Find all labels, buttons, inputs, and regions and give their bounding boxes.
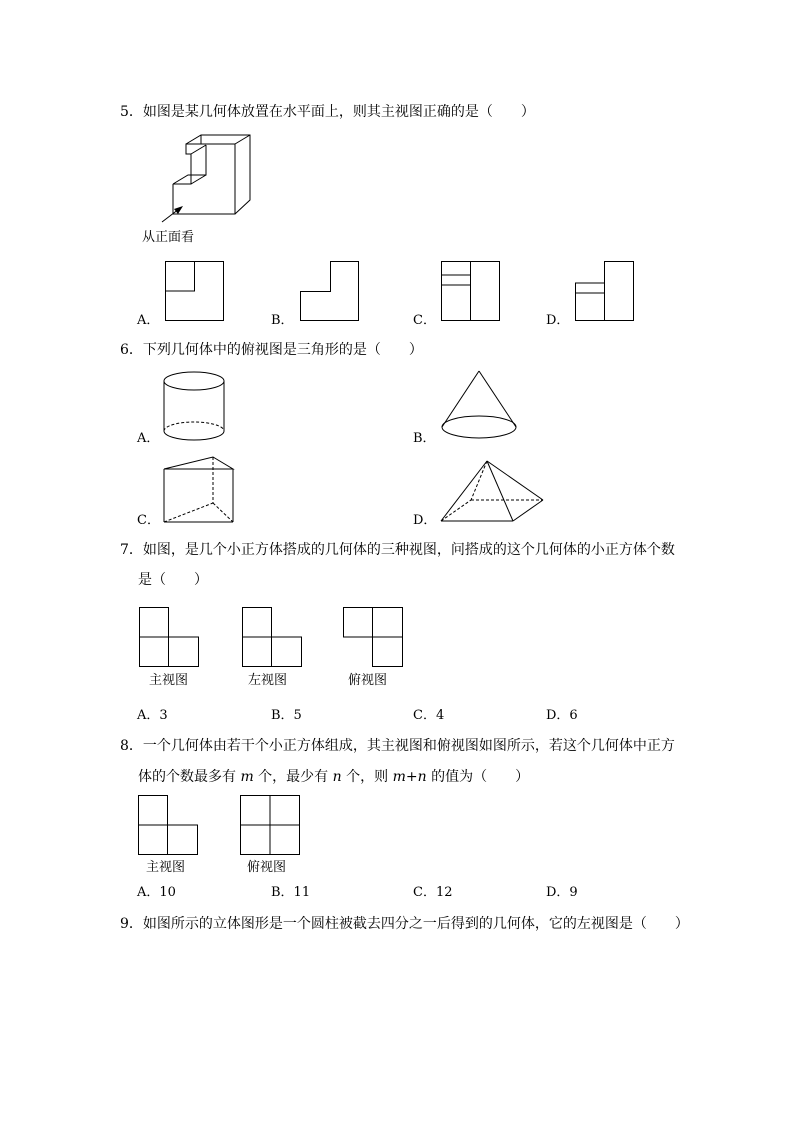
q7-top-view-figure bbox=[343, 607, 404, 668]
q7-front-view-figure bbox=[139, 607, 200, 668]
q8-stem-line1: 8．一个几何体由若干个小正方体组成，其主视图和俯视图如图所示，若这个几何体中正方 bbox=[120, 738, 675, 754]
q8-stem-text-a: 体的个数最多有 bbox=[138, 769, 241, 785]
q8-stem-text-c: 个，则 bbox=[341, 769, 393, 785]
q8-front-view-figure bbox=[138, 795, 199, 856]
q8-option-d[interactable]: D．9 bbox=[546, 885, 578, 900]
q5-option-c-label[interactable]: C． bbox=[413, 313, 436, 328]
q8-stem-line2 bbox=[138, 768, 529, 786]
q8-stem-text-b: 个，最少有 bbox=[253, 769, 333, 785]
q6-option-c-label[interactable]: C． bbox=[137, 513, 160, 528]
q5-option-b-label[interactable]: B． bbox=[271, 313, 294, 328]
q7-left-view-caption: 左视图 bbox=[248, 673, 288, 688]
q8-option-b[interactable]: B．11 bbox=[271, 885, 311, 900]
q5-stem: 5．如图是某几何体放置在水平面上，则其主视图正确的是（ ） bbox=[120, 104, 535, 120]
q7-left-view-figure bbox=[242, 607, 303, 668]
q6-option-d-label[interactable]: D． bbox=[413, 513, 437, 528]
q5-option-b-figure[interactable] bbox=[300, 261, 360, 322]
q7-option-d[interactable]: D．6 bbox=[546, 708, 578, 723]
q8-var-n: n bbox=[332, 769, 342, 785]
q5-option-c-figure[interactable] bbox=[441, 261, 501, 322]
q6-option-b-label[interactable]: B． bbox=[413, 431, 436, 446]
q8-front-view-caption: 主视图 bbox=[146, 860, 186, 875]
q6-option-a-cylinder-figure[interactable] bbox=[163, 371, 227, 443]
q6-option-c-triangular-prism-figure[interactable] bbox=[163, 453, 237, 525]
q6-option-b-cone-figure[interactable] bbox=[440, 370, 520, 442]
q8-var-m: m bbox=[240, 769, 254, 785]
q8-top-view-figure bbox=[240, 795, 301, 856]
q6-option-d-pyramid-figure[interactable] bbox=[440, 458, 546, 526]
q5-option-a-label[interactable]: A． bbox=[137, 313, 160, 328]
q7-stem-line2: 是（ ） bbox=[138, 572, 208, 588]
q8-stem-text-d: 的值为（ ） bbox=[426, 769, 530, 785]
q6-stem: 6．下列几何体中的俯视图是三角形的是（ ） bbox=[120, 342, 423, 358]
q7-option-c[interactable]: C．4 bbox=[413, 708, 445, 723]
q5-option-d-figure[interactable] bbox=[575, 261, 635, 322]
q7-option-b[interactable]: B．5 bbox=[271, 708, 302, 723]
q9-stem: 9．如图所示的立体图形是一个圆柱被截去四分之一后得到的几何体，它的左视图是（ ） bbox=[120, 916, 689, 932]
q8-expr-plus: + bbox=[405, 769, 418, 785]
q5-front-view-caption: 从正面看 bbox=[142, 230, 195, 245]
q5-option-d-label[interactable]: D． bbox=[546, 313, 570, 328]
q8-top-view-caption: 俯视图 bbox=[247, 860, 287, 875]
q7-option-a[interactable]: A．3 bbox=[137, 708, 168, 723]
q8-expr-m: m bbox=[392, 769, 406, 785]
q7-stem-line1: 7．如图，是几个小正方体搭成的几何体的三种视图，问搭成的这个几何体的小正方体个数 bbox=[120, 542, 675, 558]
q8-option-a[interactable]: A．10 bbox=[137, 885, 176, 900]
q8-option-c[interactable]: C．12 bbox=[413, 885, 453, 900]
q5-stepped-solid-figure bbox=[160, 134, 260, 224]
q7-top-view-caption: 俯视图 bbox=[348, 673, 388, 688]
q8-expr-n: n bbox=[417, 769, 427, 785]
q6-option-a-label[interactable]: A． bbox=[137, 431, 160, 446]
q7-front-view-caption: 主视图 bbox=[149, 673, 189, 688]
q5-option-a-figure[interactable] bbox=[165, 261, 225, 322]
